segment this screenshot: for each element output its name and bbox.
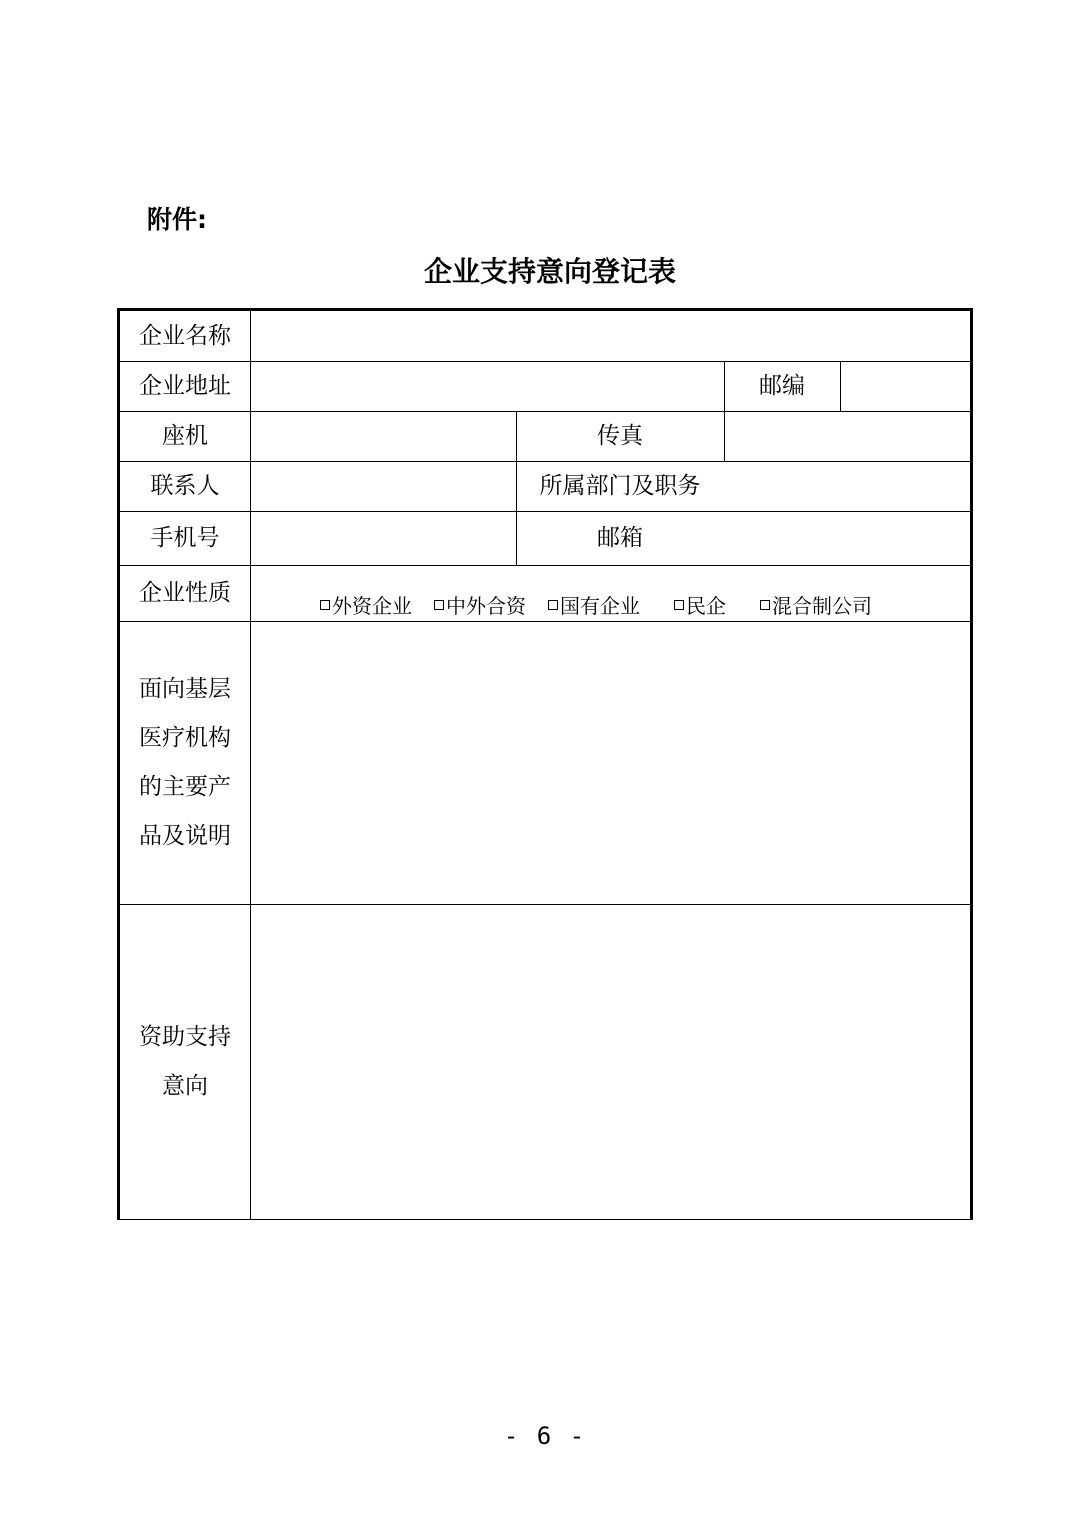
company-nature-options — [320, 590, 872, 619]
postcode-label: 邮编 — [759, 372, 805, 399]
company-name-label: 企业名称 — [139, 322, 231, 349]
mobile-label: 手机号 — [150, 524, 220, 551]
contact-person-label: 联系人 — [150, 472, 220, 499]
form-title: 企业支持意向登记表 — [423, 255, 676, 288]
email-label: 邮箱 — [597, 524, 643, 551]
products-label — [120, 621, 250, 904]
mobile-field[interactable] — [251, 511, 515, 565]
department-position-label: 所属部门及职务 — [539, 472, 701, 499]
support-intention-label — [120, 904, 250, 1219]
email-field[interactable] — [725, 511, 973, 565]
products-label-line: 的主要产 — [139, 773, 231, 800]
checkbox-icon[interactable] — [674, 600, 684, 610]
support-intention-field[interactable] — [251, 904, 973, 1219]
landline-field[interactable] — [251, 411, 515, 461]
registration-form-table — [117, 308, 973, 1220]
attachment-label: 附件: — [147, 205, 207, 234]
checkbox-icon[interactable] — [320, 600, 330, 610]
company-address-field[interactable] — [251, 361, 723, 411]
nature-option-state-owned[interactable] — [548, 590, 640, 619]
company-address-label: 企业地址 — [139, 372, 231, 399]
nature-option-private[interactable] — [674, 590, 726, 619]
nature-option-label: 混合制公司 — [772, 594, 872, 618]
support-label-line: 资助支持 — [139, 1023, 231, 1050]
checkbox-icon[interactable] — [434, 600, 444, 610]
products-label-line: 品及说明 — [139, 822, 231, 849]
nature-option-mixed[interactable] — [760, 590, 872, 619]
company-nature-label: 企业性质 — [139, 579, 231, 606]
fax-label: 传真 — [597, 422, 643, 449]
products-label-line: 医疗机构 — [139, 724, 231, 751]
department-position-field[interactable] — [725, 461, 973, 511]
nature-option-label: 外资企业 — [332, 594, 412, 618]
company-name-field[interactable] — [251, 311, 973, 361]
nature-option-label: 民企 — [686, 594, 726, 618]
page-number: - 6 - — [503, 1422, 587, 1450]
products-label-line: 面向基层 — [139, 675, 231, 702]
nature-option-label: 中外合资 — [446, 594, 526, 618]
products-field[interactable] — [251, 621, 973, 904]
nature-option-foreign[interactable] — [320, 590, 412, 619]
fax-field[interactable] — [725, 411, 973, 461]
contact-person-field[interactable] — [251, 461, 515, 511]
checkbox-icon[interactable] — [548, 600, 558, 610]
landline-label: 座机 — [162, 422, 208, 449]
nature-option-label: 国有企业 — [560, 594, 640, 618]
nature-option-joint-venture[interactable] — [434, 590, 526, 619]
checkbox-icon[interactable] — [760, 600, 770, 610]
postcode-field[interactable] — [841, 361, 973, 411]
support-label-line: 意向 — [162, 1072, 208, 1099]
